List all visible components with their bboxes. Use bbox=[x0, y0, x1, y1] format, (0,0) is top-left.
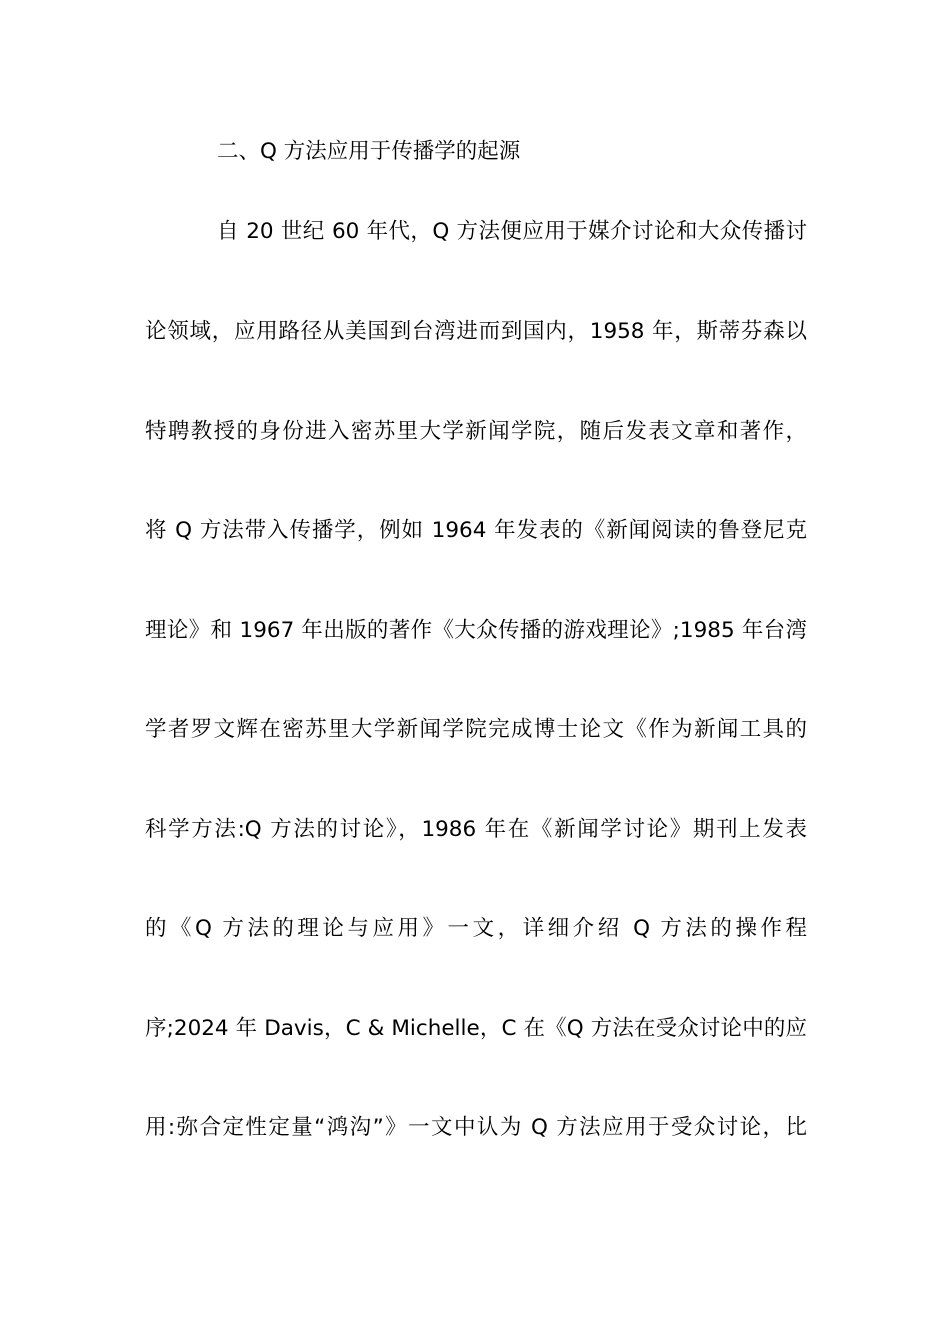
paragraph-line-6: 学者罗文辉在密苏里大学新闻学院完成博士论文《作为新闻工具的 bbox=[145, 717, 807, 742]
section-heading: 二、Q 方法应用于传播学的起源 bbox=[217, 139, 521, 164]
paragraph-line-2: 论领域，应用路径从美国到台湾进而到国内，1958 年，斯蒂芬森以 bbox=[145, 319, 807, 344]
paragraph-line-7: 科学方法:Q 方法的讨论》，1986 年在《新闻学讨论》期刊上发表 bbox=[145, 817, 807, 842]
paragraph-line-5: 理论》和 1967 年出版的著作《大众传播的游戏理论》;1985 年台湾 bbox=[145, 618, 807, 643]
paragraph-line-4: 将 Q 方法带入传播学，例如 1964 年发表的《新闻阅读的鲁登尼克 bbox=[145, 518, 807, 543]
paragraph-line-1: 自 20 世纪 60 年代，Q 方法便应用于媒介讨论和大众传播讨 bbox=[217, 219, 807, 244]
paragraph-line-10: 用:弥合定性定量“鸿沟”》一文中认为 Q 方法应用于受众讨论，比 bbox=[145, 1115, 807, 1140]
paragraph-line-9: 序;2024 年 Davis，C & Michelle，C 在《Q 方法在受众讨论中的应 bbox=[145, 1016, 807, 1041]
paragraph-line-8: 的《Q 方法的理论与应用》一文，详细介绍 Q 方法的操作程 bbox=[145, 916, 807, 941]
paragraph-line-3: 特聘教授的身份进入密苏里大学新闻学院，随后发表文章和著作， bbox=[145, 419, 807, 444]
